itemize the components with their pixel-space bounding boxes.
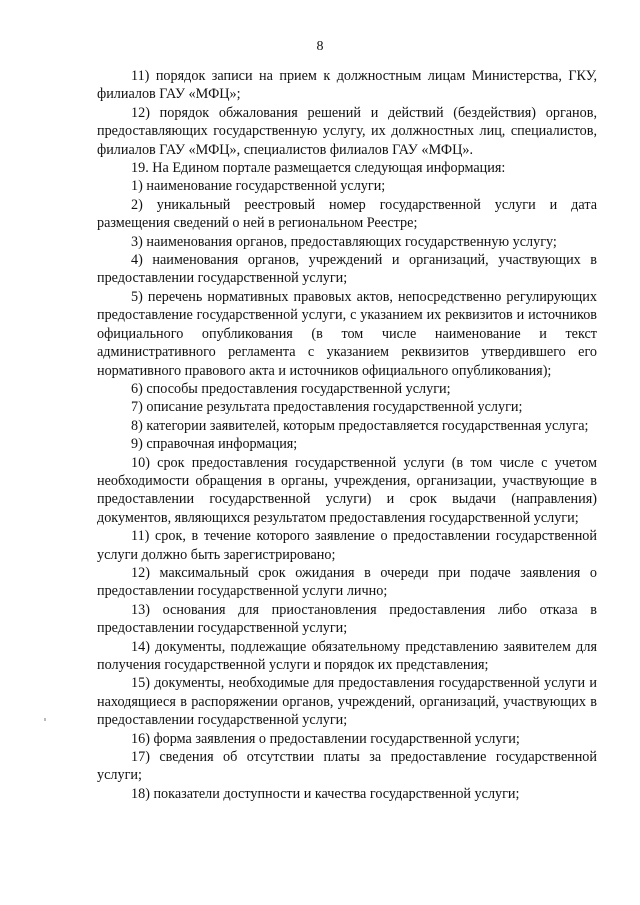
paragraph-item-8: 8) категории заявителей, которым предоставляется государственная услуга; [131, 417, 589, 434]
paragraph-item-6: 6) способы предоставления государственной услуги; [131, 380, 451, 397]
scan-artifact-mark [44, 718, 46, 721]
paragraph-item-10: 10) срок предоставления государственной услуги (в том числе с учетом необходимости обращения в органы, учреждения, организации, участвующие в предоставлении государственной услуги) и срок выдачи (направления) документов, являющихся результатом предоставления государственной услуги; [97, 454, 597, 526]
paragraph-item-12: 12) максимальный срок ожидания в очереди при подаче заявления о предоставлении государственной услуги лично; [97, 564, 597, 600]
paragraph-item-13: 13) основания для приостановления предоставления либо отказа в предоставлении государственной услуги; [97, 601, 597, 637]
paragraph-item-9: 9) справочная информация; [131, 436, 298, 453]
paragraph-item-1: 1) наименование государственной услуги; [131, 178, 386, 195]
paragraph-item-11-appointment: 11) порядок записи на прием к должностным лицам Министерства, ГКУ, филиалов ГАУ «МФЦ»; [97, 68, 597, 103]
paragraph-item-17: 17) сведения об отсутствии платы за предоставление государственной услуги; [97, 749, 597, 784]
paragraph-item-18: 18) показатели доступности и качества государственной услуги; [131, 785, 520, 802]
paragraph-item-3: 3) наименования органов, предоставляющих государственную услугу; [131, 233, 557, 250]
paragraph-item-11: 11) срок, в течение которого заявление о предоставлении государственной услуги должно быть зарегистрировано; [97, 528, 597, 563]
paragraph-item-16: 16) форма заявления о предоставлении государственной услуги; [131, 730, 520, 747]
paragraph-item-12-appeal: 12) порядок обжалования решений и действий (бездействия) органов, предоставляющих государственную услугу, их должностных лиц, специалистов, филиалов ГАУ «МФЦ», специалистов филиалов ГАУ «МФЦ». [97, 104, 597, 158]
paragraph-item-7: 7) описание результата предоставления государственной услуги; [131, 399, 523, 416]
paragraph-item-14: 14) документы, подлежащие обязательному представлению заявителем для получения государственной услуги и порядок их представления; [97, 638, 597, 673]
document-body [97, 67, 597, 803]
paragraph-item-5: 5) перечень нормативных правовых актов, непосредственно регулирующих предоставление государственной услуги, с указанием их реквизитов и источников официального опубликования (в том числе наименование и текст административного регламента с указанием реквизитов утвердившего его нормативного правового акта и источников официального опубликования); [97, 288, 597, 379]
page-number: 8 [316, 39, 324, 54]
paragraph-item-4: 4) наименования органов, учреждений и организаций, участвующих в предоставлении государственной услуги; [97, 252, 597, 287]
paragraph-section-19: 19. На Едином портале размещается следующая информация: [131, 160, 506, 177]
paragraph-item-15: 15) документы, необходимые для предоставления государственной услуги и находящиеся в распоряжении органов, учреждений, организаций, участвующих в предоставлении государственной услуги; [97, 675, 597, 729]
paragraph-item-2: 2) уникальный реестровый номер государственной услуги и дата размещения сведений о ней в региональном Реестре; [97, 196, 597, 232]
